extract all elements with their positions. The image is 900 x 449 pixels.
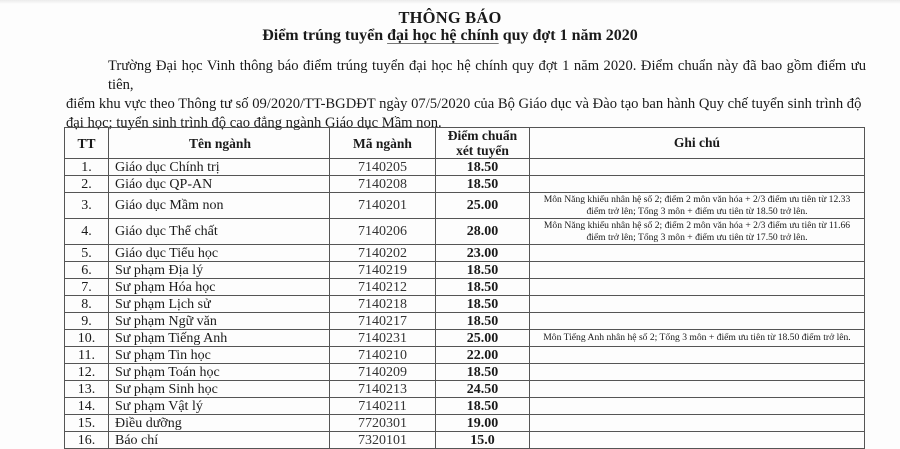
- document-heading: THÔNG BÁO: [398, 8, 502, 27]
- row-tt: 13.: [65, 381, 109, 398]
- row-score: 18.50: [436, 398, 530, 415]
- row-score: 28.00: [436, 219, 530, 245]
- row-note: [530, 296, 865, 313]
- row-name: Sư phạm Ngữ văn: [109, 313, 330, 330]
- table-row: [65, 245, 865, 262]
- row-score: 18.50: [436, 159, 530, 176]
- note-line: Môn Năng khiếu nhân hệ số 2; điểm 2 môn văn hóa + 2/3 điểm ưu tiên từ 11.66: [543, 220, 851, 231]
- table-row: [65, 279, 865, 296]
- row-name: Sư phạm Toán học: [109, 364, 330, 381]
- row-score: 19.00: [436, 415, 530, 432]
- note-line: điểm trở lên; Tổng 3 môn + điểm ưu tiên từ 17.50 trở lên.: [586, 231, 808, 243]
- table-row: [65, 415, 865, 432]
- row-note: [530, 176, 865, 193]
- row-code: 7140206: [330, 219, 436, 245]
- note-line: điểm trở lên; Tổng 3 môn + điểm ưu tiên từ 18.50 trở lên.: [586, 205, 808, 217]
- row-tt: 10.: [65, 330, 109, 347]
- paragraph-line: Trường Đại học Vinh thông báo điểm trúng tuyển đại học hệ chính quy đợt 1 năm 2020. Điểm chuẩn này đã bao gồm điểm ưu tiên,: [108, 58, 866, 93]
- row-tt: 6.: [65, 262, 109, 279]
- row-name: Giáo dục Thể chất: [109, 219, 330, 245]
- row-score: 18.50: [436, 313, 530, 330]
- note-line: Môn Tiếng Anh nhân hệ số 2; Tổng 3 môn + điểm ưu tiên từ 18.50 điểm trở lên.: [543, 332, 851, 344]
- row-code: 7720301: [330, 415, 436, 432]
- row-score: 18.50: [436, 279, 530, 296]
- row-score: 23.00: [436, 245, 530, 262]
- table-header-row: [65, 128, 865, 159]
- row-name: Sư phạm Tiếng Anh: [109, 330, 330, 347]
- table-row: [65, 219, 865, 245]
- table-row: [65, 381, 865, 398]
- row-score: 24.50: [436, 381, 530, 398]
- row-score: 25.00: [436, 330, 530, 347]
- row-name: Sư phạm Vật lý: [109, 398, 330, 415]
- row-name: Giáo dục Chính trị: [109, 159, 330, 176]
- row-tt: 4.: [65, 219, 109, 245]
- row-code: 7140213: [330, 381, 436, 398]
- table-row: [65, 313, 865, 330]
- paragraph-line: điểm khu vực theo Thông tư số 09/2020/TT-BGDĐT ngày 07/5/2020 của Bộ Giáo dục và Đào tạo ban hành Quy chế tuyển sinh trình độ: [66, 96, 862, 112]
- paragraph-line: đại học; tuyển sinh trình độ cao đẳng ngành Giáo dục Mầm non.: [66, 115, 442, 131]
- header-name: Tên ngành: [109, 128, 330, 159]
- row-name: Sư phạm Lịch sử: [109, 296, 330, 313]
- scan-top-edge: [0, 0, 900, 4]
- row-note: [530, 262, 865, 279]
- note-line: Môn Năng khiếu nhân hệ số 2; điểm 2 môn văn hóa + 2/3 điểm ưu tiên từ 12.33: [543, 194, 851, 205]
- header-tt: TT: [65, 128, 109, 159]
- row-note: [530, 381, 865, 398]
- row-note: [530, 219, 865, 245]
- row-tt: 3.: [65, 193, 109, 219]
- row-score: 22.00: [436, 347, 530, 364]
- intro-paragraph: [66, 57, 866, 133]
- table-row: [65, 398, 865, 415]
- row-name: Giáo dục Tiểu học: [109, 245, 330, 262]
- header-score: [436, 128, 530, 159]
- row-code: 7140210: [330, 347, 436, 364]
- row-name: Sư phạm Hóa học: [109, 279, 330, 296]
- row-note: [530, 432, 865, 449]
- row-note: [530, 398, 865, 415]
- row-code: 7140218: [330, 296, 436, 313]
- row-score: 18.50: [436, 176, 530, 193]
- row-tt: 1.: [65, 159, 109, 176]
- row-code: 7140202: [330, 245, 436, 262]
- row-score: 25.00: [436, 193, 530, 219]
- table-row: [65, 347, 865, 364]
- row-score: 18.50: [436, 364, 530, 381]
- row-note: [530, 279, 865, 296]
- row-name: Giáo dục QP-AN: [109, 176, 330, 193]
- subtitle-part-1: Điểm trúng tuyển: [262, 27, 388, 44]
- row-name: Sư phạm Sinh học: [109, 381, 330, 398]
- row-score: 18.50: [436, 262, 530, 279]
- header-note: Ghi chú: [530, 128, 865, 159]
- header-score-line2: xét tuyển: [456, 143, 509, 158]
- document-subtitle: [0, 27, 900, 45]
- row-score: 18.50: [436, 296, 530, 313]
- table-row: [65, 296, 865, 313]
- table-row: [65, 176, 865, 193]
- row-note: [530, 313, 865, 330]
- row-name: Sư phạm Tin học: [109, 347, 330, 364]
- subtitle-underlined: đại học hệ chính: [387, 27, 499, 44]
- row-note: [530, 415, 865, 432]
- row-tt: 14.: [65, 398, 109, 415]
- row-note: [530, 347, 865, 364]
- row-code: 7320101: [330, 432, 436, 449]
- admission-scores-table: [64, 127, 865, 449]
- row-name: Điều dưỡng: [109, 415, 330, 432]
- table-body: [65, 159, 865, 449]
- row-tt: 2.: [65, 176, 109, 193]
- table-row: [65, 330, 865, 347]
- row-note: [530, 159, 865, 176]
- table-row: [65, 193, 865, 219]
- row-note: [530, 193, 865, 219]
- row-tt: 7.: [65, 279, 109, 296]
- row-code: 7140231: [330, 330, 436, 347]
- header-code: Mã ngành: [330, 128, 436, 159]
- row-tt: 8.: [65, 296, 109, 313]
- row-tt: 11.: [65, 347, 109, 364]
- row-note: [530, 364, 865, 381]
- row-name: Sư phạm Địa lý: [109, 262, 330, 279]
- table-row: [65, 432, 865, 449]
- header-score-line1: Điểm chuẩn: [447, 128, 518, 143]
- table-row: [65, 159, 865, 176]
- row-name: Giáo dục Mầm non: [109, 193, 330, 219]
- row-note: [530, 245, 865, 262]
- table-row: [65, 364, 865, 381]
- row-code: 7140219: [330, 262, 436, 279]
- row-code: 7140211: [330, 398, 436, 415]
- row-name: Báo chí: [109, 432, 330, 449]
- row-tt: 15.: [65, 415, 109, 432]
- table-row: [65, 262, 865, 279]
- row-code: 7140201: [330, 193, 436, 219]
- row-note: [530, 330, 865, 347]
- row-code: 7140205: [330, 159, 436, 176]
- subtitle-part-2: quy đợt 1 năm 2020: [498, 27, 638, 44]
- row-tt: 9.: [65, 313, 109, 330]
- row-tt: 12.: [65, 364, 109, 381]
- row-code: 7140209: [330, 364, 436, 381]
- row-code: 7140217: [330, 313, 436, 330]
- row-score: 15.0: [436, 432, 530, 449]
- row-code: 7140208: [330, 176, 436, 193]
- row-tt: 16.: [65, 432, 109, 449]
- row-code: 7140212: [330, 279, 436, 296]
- row-tt: 5.: [65, 245, 109, 262]
